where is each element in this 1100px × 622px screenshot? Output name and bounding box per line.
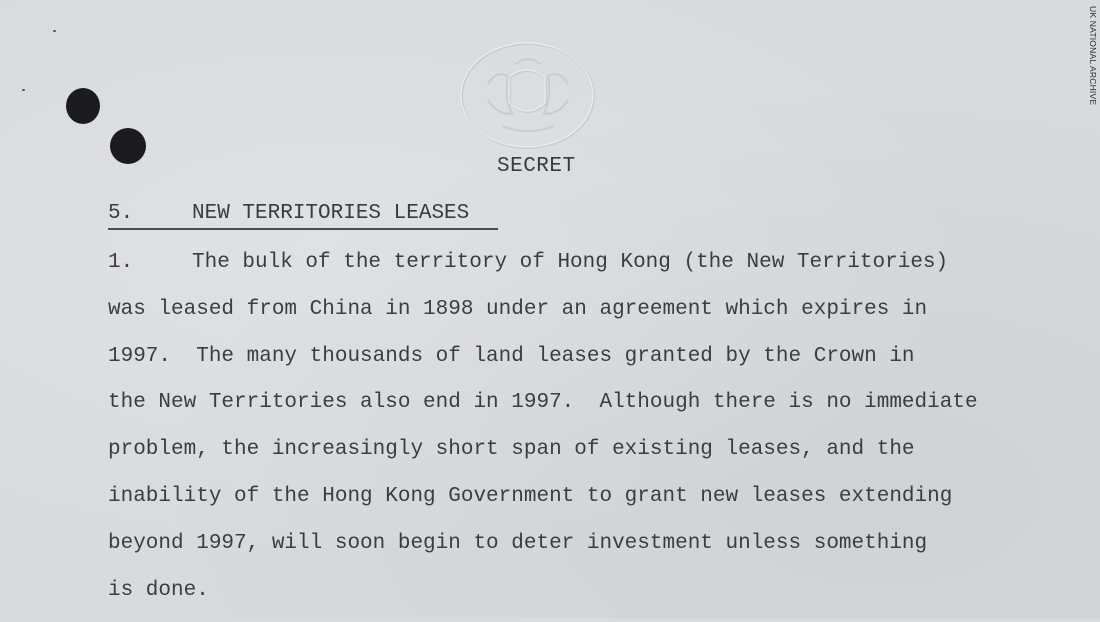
punch-hole <box>66 88 100 124</box>
paragraph-line: 1. The bulk of the territory of Hong Kong (the New Territories) <box>108 248 1098 295</box>
paragraph-line: was leased from China in 1898 under an agreement which expires in <box>108 297 928 321</box>
section-title: NEW TERRITORIES LEASES <box>192 202 470 225</box>
paragraph-line: inability of the Hong Kong Government to grant new leases extending <box>108 484 953 508</box>
paper-speck <box>22 89 25 91</box>
section-heading <box>108 202 469 225</box>
classification-marking: SECRET <box>497 155 576 178</box>
paragraph-line: beyond 1997, will soon begin to deter investment unless something <box>108 531 928 555</box>
paragraph-line: problem, the increasingly short span of existing leases, and the <box>108 438 915 462</box>
image-credit: UK NATIONAL ARCHIVE <box>1088 6 1098 106</box>
embossed-royal-crest-icon <box>458 40 598 152</box>
paragraph <box>108 248 1098 622</box>
section-number: 5. <box>108 202 134 225</box>
paragraph-line: 1997. The many thousands of land leases granted by the Crown in <box>108 344 915 368</box>
paragraph-line: the New Territories also end in 1997. Although there is no immediate <box>108 391 978 415</box>
paragraph-line: is done. <box>108 578 209 602</box>
punch-hole <box>110 128 146 164</box>
heading-underline <box>108 228 498 230</box>
paragraph-number: 1. <box>108 251 134 274</box>
paper-speck <box>53 30 56 32</box>
